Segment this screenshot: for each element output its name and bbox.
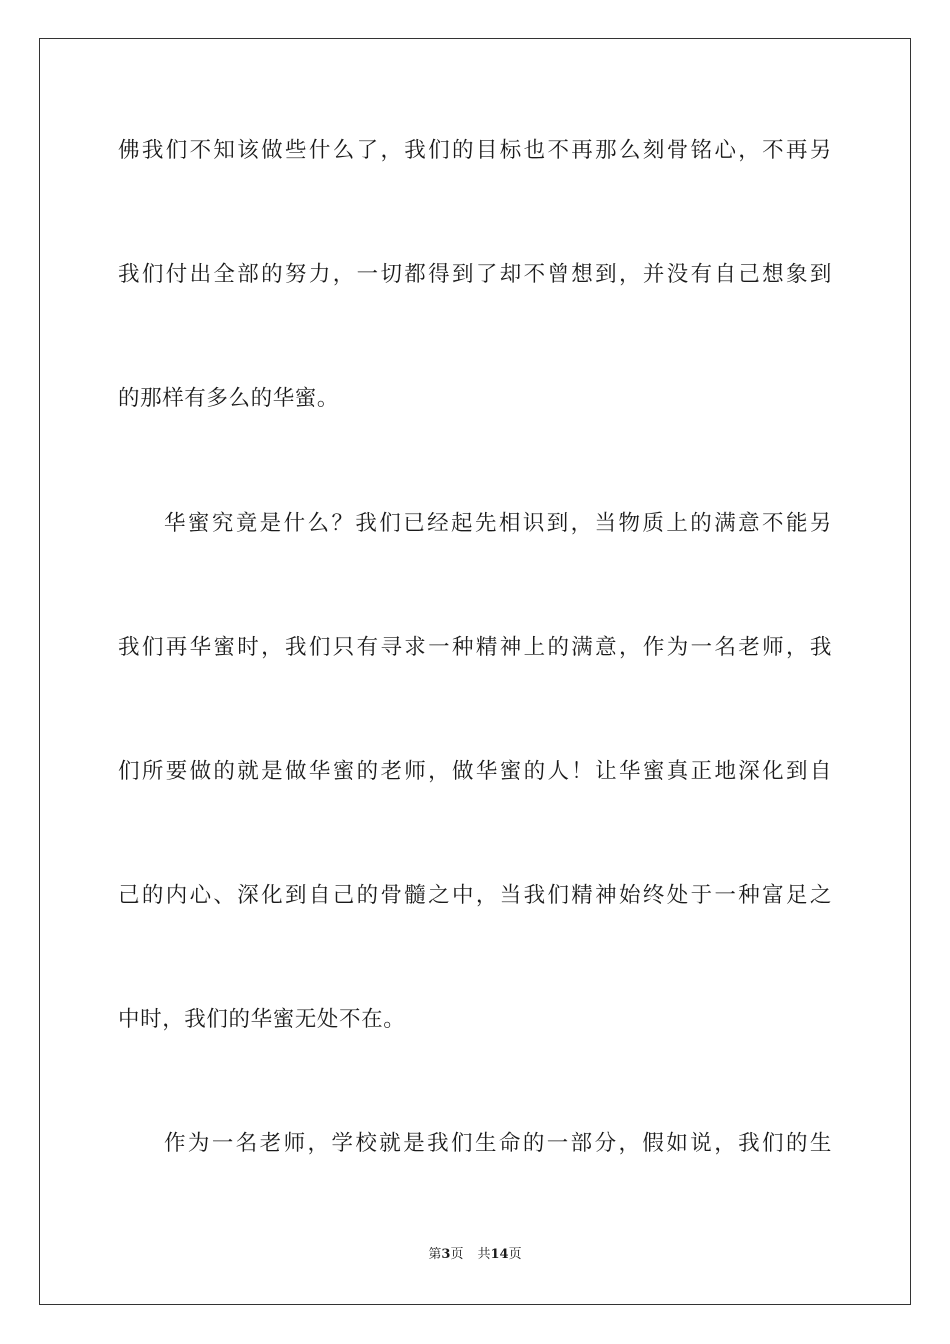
text-line-7: 己的内心、深化到自己的骨髓之中，当我们精神始终处于一种富足之 [118, 883, 832, 908]
text-line-1: 佛我们不知该做些什么了，我们的目标也不再那么刻骨铭心，不再另 [118, 138, 832, 163]
page-number: 3 [441, 1247, 451, 1262]
text-line-6: 们所要做的就是做华蜜的老师，做华蜜的人！让华蜜真正地深化到自 [118, 759, 832, 784]
page-suffix: 页 [450, 1247, 464, 1262]
text-line-2: 我们付出全部的努力，一切都得到了却不曾想到，并没有自己想象到 [118, 262, 832, 287]
total-suffix: 页 [508, 1247, 522, 1262]
text-line-4: 华蜜究竟是什么？我们已经起先相识到，当物质上的满意不能另 [164, 511, 832, 536]
page-footer [0, 1246, 950, 1264]
text-line-9: 作为一名老师，学校就是我们生命的一部分，假如说，我们的生 [164, 1131, 832, 1156]
page-prefix: 第 [428, 1247, 442, 1262]
total-pages: 14 [490, 1247, 509, 1262]
text-line-5: 我们再华蜜时，我们只有寻求一种精神上的满意，作为一名老师，我 [118, 635, 832, 660]
total-prefix: 共 [477, 1247, 491, 1262]
page-border [39, 38, 911, 1305]
text-line-3: 的那样有多么的华蜜。 [118, 386, 340, 411]
text-line-8: 中时，我们的华蜜无处不在。 [118, 1007, 406, 1032]
